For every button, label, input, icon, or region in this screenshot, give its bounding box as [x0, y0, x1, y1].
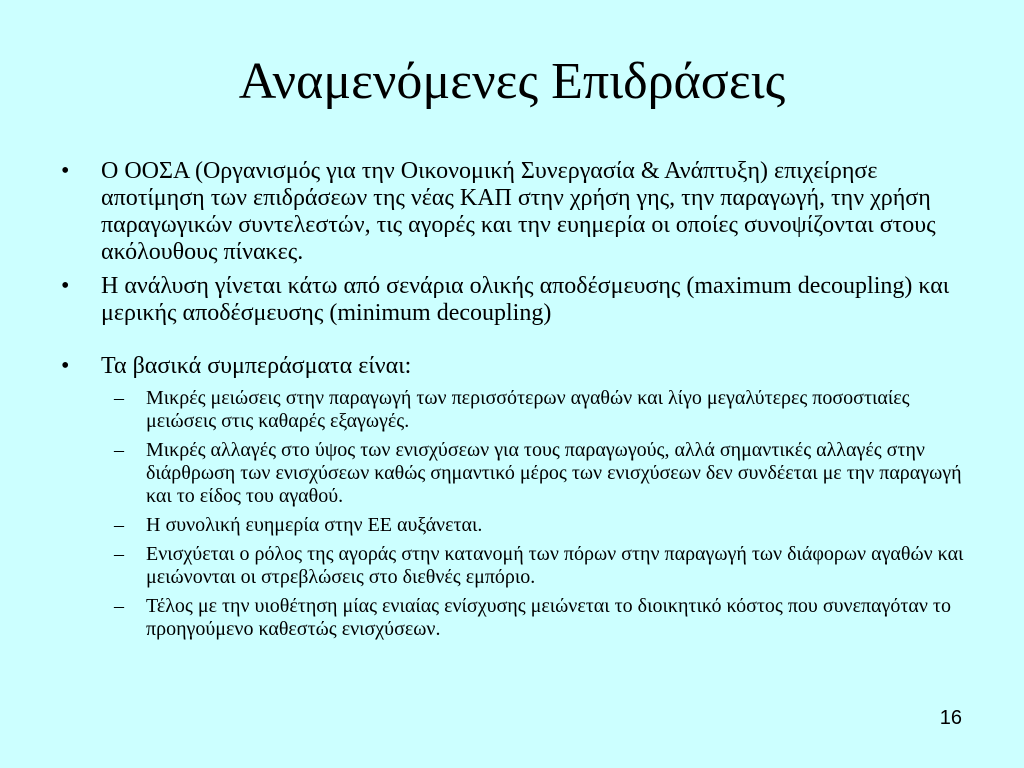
bullet-marker: •: [61, 273, 70, 299]
sub-bullet-text: Η συνολική ευημερία στην ΕΕ αυξάνεται.: [146, 514, 483, 536]
sub-bullet-text: Τέλος με την υιοθέτηση μίας ενιαίας ενίσχυσης μειώνεται το διοικητικό κόστος που συνεπαγόταν το προηγούμενο καθεστώς ενισχύσεων.: [146, 595, 951, 640]
bullet-marker: •: [61, 353, 70, 379]
sub-bullet-marker: –: [114, 387, 124, 409]
bullet-item: [58, 273, 968, 327]
bullet-text: Ο ΟΟΣΑ (Οργανισμός για την Οικονομική Συνεργασία & Ανάπτυξη) επιχείρησε αποτίμηση των επιδράσεων της νέας ΚΑΠ στην χρήση γης, την παραγωγή, την χρήση παραγωγικών συντελεστών, τις αγορές και την ευημερία οι οποίες συνοψίζονται στους ακόλουθους πίνακες.: [101, 158, 936, 265]
bullet-item: [58, 353, 968, 380]
bullet-text: Η ανάλυση γίνεται κάτω από σενάρια ολικής αποδέσμευσης (maximum decoupling) και μερικής αποδέσμευσης (minimum decoupling): [101, 273, 950, 326]
sub-bullet-marker: –: [114, 595, 124, 617]
bullet-item: [58, 158, 968, 266]
sub-bullet-list: [58, 387, 968, 641]
bullet-marker: •: [61, 158, 70, 184]
sub-bullet-item: [114, 387, 968, 433]
sub-bullet-text: Μικρές αλλαγές στο ύψος των ενισχύσεων για τους παραγωγούς, αλλά σημαντικές αλλαγές στην διάρθρωση των ενισχύσεων καθώς σημαντικό μέρος των ενισχύσεων δεν συνδέεται με την παραγωγή και το είδος του αγαθού.: [146, 439, 962, 507]
page-number: 16: [939, 707, 962, 729]
sub-bullet-item: [114, 543, 968, 589]
slide-content: [58, 158, 968, 647]
sub-bullet-text: Ενισχύεται ο ρόλος της αγοράς στην κατανομή των πόρων στην παραγωγή των διάφορων αγαθών και μειώνονται οι στρεβλώσεις στο διεθνές εμπόριο.: [146, 543, 964, 588]
slide-title: Αναμενόμενες Επιδράσεις: [238, 53, 786, 110]
sub-bullet-marker: –: [114, 543, 124, 565]
sub-bullet-item: [114, 595, 968, 641]
sub-bullet-marker: –: [114, 514, 124, 536]
sub-bullet-text: Μικρές μειώσεις στην παραγωγή των περισσότερων αγαθών και λίγο μεγαλύτερες ποσοστιαίες μειώσεις στις καθαρές εξαγωγές.: [146, 387, 910, 432]
sub-bullet-marker: –: [114, 439, 124, 461]
sub-bullet-item: [114, 439, 968, 508]
sub-bullet-item: [114, 514, 968, 537]
bullet-text: Τα βασικά συμπεράσματα είναι:: [101, 353, 412, 379]
